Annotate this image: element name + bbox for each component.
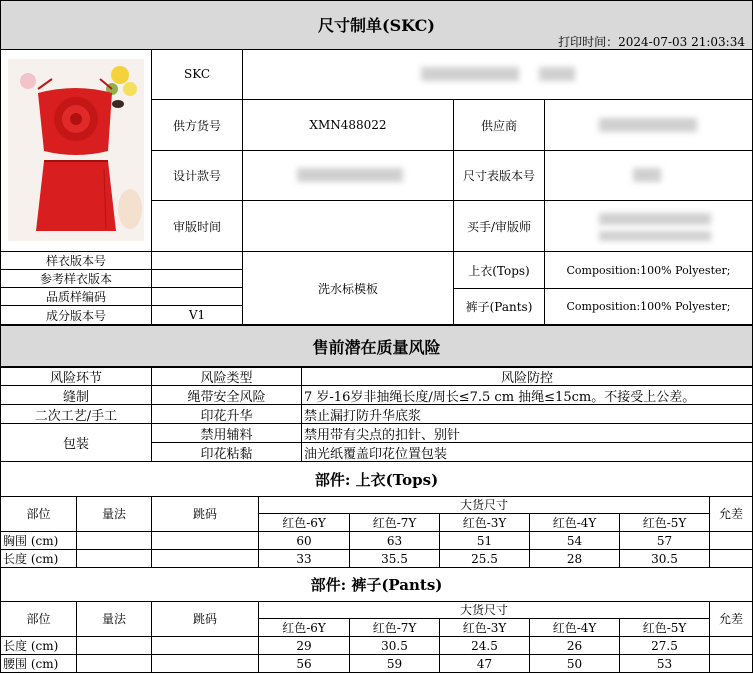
tops-row-value: 63 [350, 532, 440, 550]
tops-composition: Composition:100% Polyester; [545, 252, 753, 289]
supplier-label: 供应商 [454, 100, 545, 151]
redacted-buyer [599, 213, 711, 225]
pants-row-value: 56 [259, 655, 350, 673]
skc-label: SKC [152, 49, 243, 100]
risk-row-control: 禁止漏打防升华底浆 [302, 405, 753, 424]
quality-code-value [152, 288, 243, 306]
risk-title-bar [0, 325, 753, 367]
tops-col-method: 量法 [77, 496, 152, 532]
redacted-design-code [297, 168, 403, 182]
pants-row-part: 腰围 (cm) [0, 655, 77, 673]
pants-row-value: 24.5 [440, 637, 530, 655]
tops-col-tolerance: 允差 [710, 496, 753, 532]
tops-label: 上衣(Tops) [454, 252, 545, 289]
tops-row-method [77, 550, 152, 568]
composition-version-label: 成分版本号 [0, 306, 152, 325]
pants-row-value: 47 [440, 655, 530, 673]
tops-row-value: 35.5 [350, 550, 440, 568]
supplier-value [545, 100, 753, 151]
tops-size-header: 红色-4Y [530, 514, 620, 532]
quality-code-label: 品质样编码 [0, 288, 152, 306]
shirt-version-label: 样衣版本号 [0, 252, 152, 270]
risk-row-stage: 包装 [0, 424, 152, 462]
tops-section-title: 部件: 上衣(Tops) [0, 462, 753, 496]
risk-row-stage: 二次工艺/手工 [0, 405, 152, 424]
redacted-supplier [599, 118, 697, 132]
buyer-value [545, 201, 753, 252]
wash-label-template: 洗水标模板 [243, 252, 454, 325]
tops-col-jump: 跳码 [152, 496, 259, 532]
review-time-value [243, 201, 454, 252]
pants-row-jump [152, 655, 259, 673]
redacted-buyer-2 [599, 231, 711, 241]
pants-row-value: 29 [259, 637, 350, 655]
pants-row-value: 26 [530, 637, 620, 655]
tops-col-bulk: 大货尺寸 [259, 496, 710, 514]
pants-row-value: 59 [350, 655, 440, 673]
buyer-label: 买手/审版师 [454, 201, 545, 252]
tops-row-tolerance [710, 532, 753, 550]
tops-col-part: 部位 [0, 496, 77, 532]
design-code-value [243, 151, 454, 201]
product-image [8, 59, 144, 241]
tops-row-value: 28 [530, 550, 620, 568]
size-version-value [545, 151, 753, 201]
risk-title: 售前潜在质量风险 [312, 337, 441, 357]
redacted-skc [421, 67, 519, 81]
product-image-cell [0, 49, 152, 252]
composition-version-value: V1 [152, 306, 243, 325]
pants-section-title: 部件: 裤子(Pants) [0, 568, 753, 601]
size-version-label: 尺寸表版本号 [454, 151, 545, 201]
pants-col-part: 部位 [0, 601, 77, 637]
pants-row-jump [152, 637, 259, 655]
pants-size-header: 红色-5Y [620, 619, 710, 637]
tops-row-jump [152, 550, 259, 568]
redacted-skc-2 [539, 67, 575, 81]
pants-col-method: 量法 [77, 601, 152, 637]
risk-row-stage: 缝制 [0, 386, 152, 405]
pants-size-header: 红色-3Y [440, 619, 530, 637]
print-time: 打印时间：2024-07-03 21:03:34 [558, 35, 745, 49]
page-title: 尺寸制单(SKC) [318, 16, 435, 35]
tops-row-value: 57 [620, 532, 710, 550]
risk-row-type: 印花粘黏 [152, 443, 302, 462]
tops-size-header: 红色-6Y [259, 514, 350, 532]
supplier-code-value: XMN488022 [243, 100, 454, 151]
tops-row-part: 胸围 (cm) [0, 532, 77, 550]
tops-row-value: 60 [259, 532, 350, 550]
pants-row-value: 30.5 [350, 637, 440, 655]
pants-row-method [77, 637, 152, 655]
risk-row-type: 印花升华 [152, 405, 302, 424]
review-time-label: 审版时间 [152, 201, 243, 252]
pants-composition: Composition:100% Polyester; [545, 289, 753, 325]
risk-header-control: 风险防控 [302, 367, 753, 386]
pants-col-jump: 跳码 [152, 601, 259, 637]
pants-size-header: 红色-6Y [259, 619, 350, 637]
ref-shirt-version-value [152, 270, 243, 288]
risk-header-stage: 风险环节 [0, 367, 152, 386]
redacted-size-version [633, 168, 661, 182]
pants-size-header: 红色-4Y [530, 619, 620, 637]
pants-col-bulk: 大货尺寸 [259, 601, 710, 619]
pants-row-method [77, 655, 152, 673]
risk-row-type: 禁用辅料 [152, 424, 302, 443]
ref-shirt-version-label: 参考样衣版本 [0, 270, 152, 288]
pants-row-value: 50 [530, 655, 620, 673]
skc-value [243, 49, 753, 100]
risk-row-control: 7 岁-16岁非抽绳长度/周长≤7.5 cm 抽绳≤15cm。不接受上公差。 [302, 386, 753, 405]
shirt-version-value [152, 252, 243, 270]
supplier-code-label: 供方货号 [152, 100, 243, 151]
tops-size-header: 红色-7Y [350, 514, 440, 532]
pants-row-value: 27.5 [620, 637, 710, 655]
pants-row-tolerance [710, 637, 753, 655]
tops-row-jump [152, 532, 259, 550]
tops-row-tolerance [710, 550, 753, 568]
pants-label: 裤子(Pants) [454, 289, 545, 325]
tops-row-value: 51 [440, 532, 530, 550]
pants-col-tolerance: 允差 [710, 601, 753, 637]
design-code-label: 设计款号 [152, 151, 243, 201]
tops-row-value: 33 [259, 550, 350, 568]
tops-row-value: 30.5 [620, 550, 710, 568]
pants-size-header: 红色-7Y [350, 619, 440, 637]
tops-size-header: 红色-3Y [440, 514, 530, 532]
risk-row-control: 禁用带有尖点的扣针、别针 [302, 424, 753, 443]
tops-size-header: 红色-5Y [620, 514, 710, 532]
pants-row-value: 53 [620, 655, 710, 673]
pants-row-tolerance [710, 655, 753, 673]
tops-row-part: 长度 (cm) [0, 550, 77, 568]
risk-row-type: 绳带安全风险 [152, 386, 302, 405]
risk-row-control: 油光纸覆盖印花位置包装 [302, 443, 753, 462]
tops-row-method [77, 532, 152, 550]
tops-row-value: 25.5 [440, 550, 530, 568]
tops-row-value: 54 [530, 532, 620, 550]
risk-header-type: 风险类型 [152, 367, 302, 386]
pants-row-part: 长度 (cm) [0, 637, 77, 655]
